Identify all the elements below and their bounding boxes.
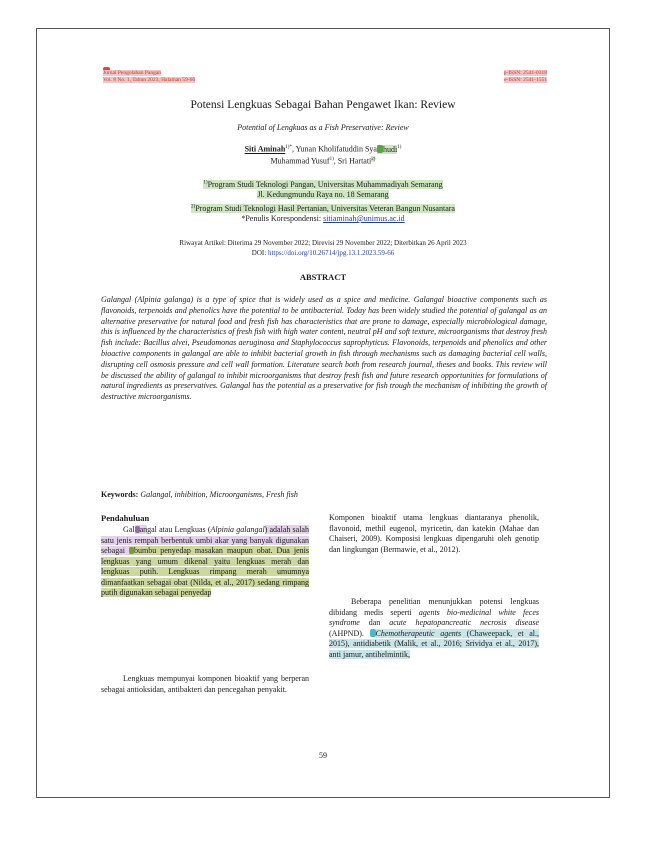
highlight-teal-marker[interactable] xyxy=(370,629,376,637)
page-number: 59 xyxy=(319,751,327,760)
highlight-olive-marker[interactable]: bu xyxy=(129,546,142,555)
corresponding-author: *Penulis Korespondensi: sitiaminah@unimus.ac.id xyxy=(241,214,405,223)
affiliation-2: $^{2)}$Program Studi Teknologi Hasil Pertanian, Universitas Veteran Bangun Nusantara xyxy=(191,203,455,213)
intro-paragraph-1: Gal angal atau Lengkuas (Alpinia galangal) adalah salah satu jenis rempah berbentuk umbi akar yang banyak digunakan sebagai bumbu penyedap masakan maupun obat. Dua jenis lengkuas yang umum dikenal yaitu lengkuas merah dan lengkuas putih. Lengkuas rimpang merah umumnya dimanfaatkan sebagai obat (Nilda, et al., 2017) sedang rimpang putih digunakan sebagai penyedap xyxy=(101,525,309,597)
article-history: Riwayat Artikel: Diterima 29 November 2022; Direvisi 29 November 2022; Diterbitkan 26 April 2023 xyxy=(179,239,467,247)
issn-online: e-ISSN: 2541-1551 xyxy=(504,77,547,83)
corresponding-email-link[interactable]: sitiaminah@unimus.ac.id xyxy=(323,214,405,223)
right-paragraph-1: Komponen bioaktif utama lengkuas diantaranya phenolik, flavonoid, methil eugenol, myricetin, dan katekin (Mahae dan Chaiseri, 2009). Komposisi lengkuas dipengaruhi oleh genotip dan lingkungan (Bermawie, et al., 2012). xyxy=(329,513,539,554)
affiliation-1-address: Jl. Kedungmundu Raya no. 18 Semarang xyxy=(257,190,389,199)
authors-line-2: Muhammad Yusuf$^{1)}$, Sri Hartati$^{2)}$ xyxy=(270,156,376,166)
paper-title: Potensi Lengkuas Sebagai Bahan Pengawet Ikan: Review xyxy=(190,99,456,111)
keywords: Keywords: Galangal, inhibition, Microorganisms, Fresh fish xyxy=(101,490,298,499)
journal-volume: Vol. 8 No. 1, Tahun 2023, Halaman 59-66 xyxy=(103,77,196,83)
document-page xyxy=(36,28,610,798)
abstract-text: Galangal (Alpinia galanga) is a type of spice that is widely used as a spice and medicine. Galangal bioactive components such as flavonoids, terpenoids and phenolics have the potential to be antibacterial. Today has been widely studied the potential of galangal as an alternative preservative for natural food and fresh fish has characteristics that are prone to damage, especially microbiological damage, this is influenced by the characteristics of fresh fish with high water content, neutral pH and soft texture, microorganisms that destroy fresh fish include: Bacillus alvei, Pseudomonas aeruginosa and Staphylococcus saprophyticus. Flavonoids, terpenoids and phenolics and other bioactive components in galangal are able to inhibit bacterial growth in fish through mechanisms such as damaging bacterial cell walls, disrupting cell osmosis pressure and cell wall formation. Literature search both from research journal, theses and books. This review will be discussed the ability of galangal to inhibit microorganisms that destroy fresh fish and future research opportunities for formulations of natural ingredients as preservatives. Galangal has the potential as a preservative for fish trough the mechanism of inhibiting the growth of destructive microorganisms. xyxy=(101,295,547,402)
intro-paragraph-2: Lengkuas mempunyai komponen bioaktif yang berperan sebagai antioksidan, antibakteri dan pencegahan penyakit. xyxy=(101,674,309,694)
issn-print: p-ISSN: 2541-0318 xyxy=(503,70,547,76)
abstract-heading: ABSTRACT xyxy=(299,272,347,282)
journal-name: Jurnal Pengolahan Pangan xyxy=(103,70,162,76)
section-heading-introduction: Pendahuluan xyxy=(101,513,150,523)
paper-title-en: Potential of Lengkuas as a Fish Preservative: Review xyxy=(237,123,409,132)
authors-line-1: Siti Aminah$^{1)*}$, Yunan Kholifatuddin Sya hudi$^{1)}$ xyxy=(244,144,402,154)
affiliation-1: $^{1)}$Program Studi Teknologi Pangan, Universitas Muhammadiyah Semarang xyxy=(203,179,443,189)
doi-link[interactable]: https://doi.org/10.26714/jpg.13.1.2023.59-66 xyxy=(267,249,395,257)
highlight-green[interactable]: hudi xyxy=(377,145,397,154)
highlight-purple-marker[interactable]: an xyxy=(135,525,148,534)
doi-line: DOI: https://doi.org/10.26714/jpg.13.1.2023.59-66 xyxy=(251,249,395,257)
right-paragraph-2: Beberapa penelitian menunjukkan potensi lengkuas dibidang medis seperti agents bio-medicinal white feces syndrome dan acute hepatopancreatic necrosis disease (AHPND). Chemotherapeutic agents (Chaweepack, et al., 2015), antidiabetik (Malik, et al., 2016; Srividya et al., 2017), anti jamur, antihelmintik, xyxy=(329,597,539,659)
